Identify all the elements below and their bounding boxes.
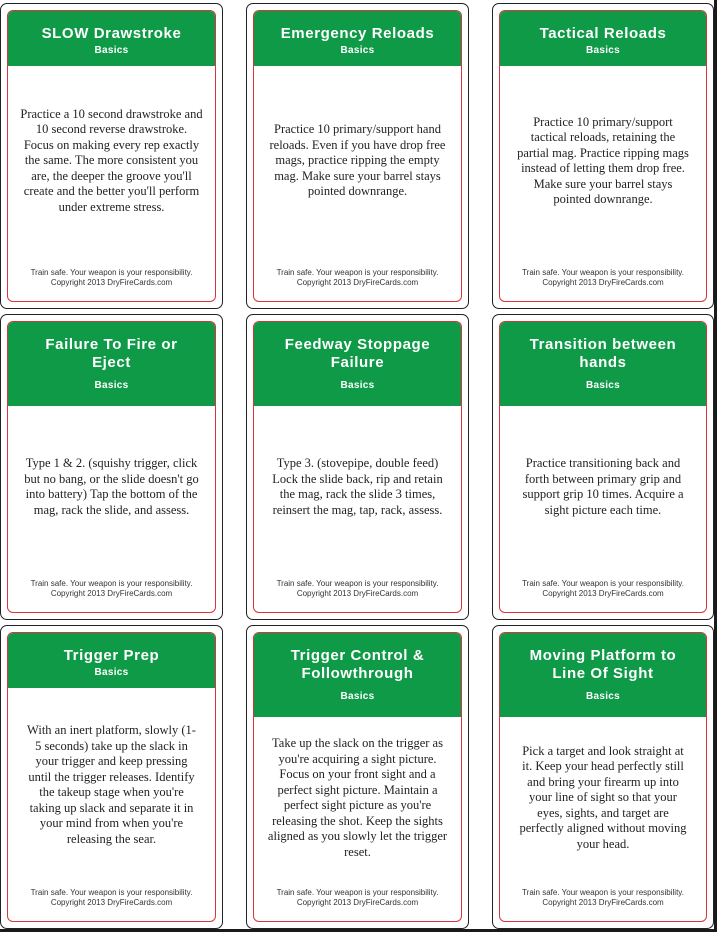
card-frame xyxy=(253,321,462,613)
footer-copyright: Copyright 2013 DryFireCards.com xyxy=(542,898,664,907)
card-header xyxy=(8,322,215,406)
card-transition-hands xyxy=(492,314,714,620)
card-frame xyxy=(7,321,216,613)
footer-disclaimer: Train safe. Your weapon is your responsibility. xyxy=(522,579,684,588)
card-title: Feedway Stoppage Failure xyxy=(284,336,431,371)
card-frame xyxy=(499,321,707,613)
card-category: Basics xyxy=(585,380,621,391)
card-feedway-stoppage xyxy=(246,314,469,620)
card-category: Basics xyxy=(94,380,129,391)
card-body xyxy=(18,71,205,251)
card-instructions: With an inert platform, slowly (1-5 seconds) take up the slack in your trigger and keep pressing until the trigger releases. Identify the takeup stage when you're taking up slack and separate it in your mind from when you're releasing the sear. xyxy=(27,723,196,846)
card-body xyxy=(510,412,696,562)
footer-copyright: Copyright 2013 DryFireCards.com xyxy=(542,589,664,598)
card-frame xyxy=(253,632,462,922)
card-instructions: Type 1 & 2. (squishy trigger, click but no bang, or the slide doesn't go into battery) Tap the bottom of the mag, rack the slide, and assess. xyxy=(24,456,199,517)
card-body xyxy=(18,412,205,562)
card-header xyxy=(8,11,215,66)
card-instructions: Practice transitioning back and forth between primary grip and support grip 10 times. Acquire a sight picture each time. xyxy=(522,456,684,517)
card-category: Basics xyxy=(340,691,375,702)
card-footer xyxy=(504,268,702,288)
card-category: Basics xyxy=(340,45,375,56)
card-category: Basics xyxy=(585,691,621,702)
card-title: Transition between hands xyxy=(529,336,677,371)
footer-copyright: Copyright 2013 DryFireCards.com xyxy=(50,278,173,287)
card-footer xyxy=(504,579,702,599)
card-slow-drawstroke xyxy=(0,3,223,309)
footer-copyright: Copyright 2013 DryFireCards.com xyxy=(50,898,173,907)
footer-disclaimer: Train safe. Your weapon is your responsibility. xyxy=(522,888,684,897)
card-tactical-reloads xyxy=(492,3,714,309)
footer-copyright: Copyright 2013 DryFireCards.com xyxy=(296,278,419,287)
card-title: Moving Platform to Line Of Sight xyxy=(529,647,677,682)
card-footer xyxy=(12,268,211,288)
card-trigger-control xyxy=(246,625,469,929)
card-header xyxy=(254,633,461,717)
card-failure-to-fire xyxy=(0,314,223,620)
card-body xyxy=(264,723,451,873)
card-footer xyxy=(258,579,457,599)
card-instructions: Type 3. (stovepipe, double feed) Lock the slide back, rip and retain the mag, rack the slide 3 times, reinsert the mag, tap, rack, assess. xyxy=(272,456,443,517)
card-category: Basics xyxy=(585,45,621,56)
card-header xyxy=(500,322,706,406)
footer-disclaimer: Train safe. Your weapon is your responsibility. xyxy=(30,888,193,897)
footer-disclaimer: Train safe. Your weapon is your responsibility. xyxy=(30,579,193,588)
card-moving-platform xyxy=(492,625,714,929)
card-category: Basics xyxy=(340,380,375,391)
footer-copyright: Copyright 2013 DryFireCards.com xyxy=(50,589,173,598)
card-footer xyxy=(258,888,457,908)
card-header xyxy=(8,633,215,688)
footer-copyright: Copyright 2013 DryFireCards.com xyxy=(296,898,419,907)
card-body xyxy=(510,723,696,873)
card-title: Trigger Control & Followthrough xyxy=(290,647,425,682)
card-category: Basics xyxy=(94,45,129,56)
card-frame xyxy=(499,632,707,922)
card-footer xyxy=(258,268,457,288)
card-footer xyxy=(504,888,702,908)
card-frame xyxy=(7,632,216,922)
footer-disclaimer: Train safe. Your weapon is your responsibility. xyxy=(276,268,439,277)
card-frame xyxy=(499,10,707,302)
card-trigger-prep xyxy=(0,625,223,929)
card-body xyxy=(18,697,205,873)
card-header xyxy=(500,11,706,66)
card-body xyxy=(264,412,451,562)
card-instructions: Take up the slack on the trigger as you're acquiring a sight picture. Focus on your front sight and a perfect sight picture. Maintain a perfect sight picture as you're releasing the shot. Keep the sights aligned as you slowly let the trigger reset. xyxy=(267,736,448,859)
card-footer xyxy=(12,579,211,599)
card-title: Failure To Fire or Eject xyxy=(45,336,178,371)
footer-copyright: Copyright 2013 DryFireCards.com xyxy=(542,278,664,287)
card-body xyxy=(510,71,696,251)
card-instructions: Pick a target and look straight at it. Keep your head perfectly still and bring your firearm up into your line of sight so that your eyes, sights, and target are perfectly aligned without moving your head. xyxy=(519,743,687,851)
card-title: Tactical Reloads xyxy=(539,25,667,42)
footer-disclaimer: Train safe. Your weapon is your responsibility. xyxy=(276,579,439,588)
card-frame xyxy=(253,10,462,302)
card-header xyxy=(254,11,461,66)
card-category: Basics xyxy=(94,667,129,678)
footer-disclaimer: Train safe. Your weapon is your responsibility. xyxy=(522,268,684,277)
card-header xyxy=(500,633,706,717)
card-footer xyxy=(12,888,211,908)
card-title: Emergency Reloads xyxy=(280,25,435,42)
card-emergency-reloads xyxy=(246,3,469,309)
card-header xyxy=(254,322,461,406)
card-instructions: Practice 10 primary/support tactical reloads, retaining the partial mag. Practice ripping mags instead of letting them drop free. Make sure your barrel stays pointed downrange. xyxy=(517,114,689,206)
footer-disclaimer: Train safe. Your weapon is your responsibility. xyxy=(30,268,193,277)
card-body xyxy=(264,71,451,251)
card-title: SLOW Drawstroke xyxy=(41,25,182,42)
footer-disclaimer: Train safe. Your weapon is your responsibility. xyxy=(276,888,439,897)
footer-copyright: Copyright 2013 DryFireCards.com xyxy=(296,589,419,598)
card-frame xyxy=(7,10,216,302)
card-title: Trigger Prep xyxy=(63,647,160,664)
card-instructions: Practice 10 primary/support hand reloads. Even if you have drop free mags, practice ripping the empty mag. Make sure your barrel stays pointed downrange. xyxy=(269,122,446,199)
card-instructions: Practice a 10 second drawstroke and 10 second reverse drawstroke. Focus on making every rep exactly the same. The more consistent you are, the deeper the groove you'll create and the better you'll perform under extreme stress. xyxy=(20,106,203,214)
